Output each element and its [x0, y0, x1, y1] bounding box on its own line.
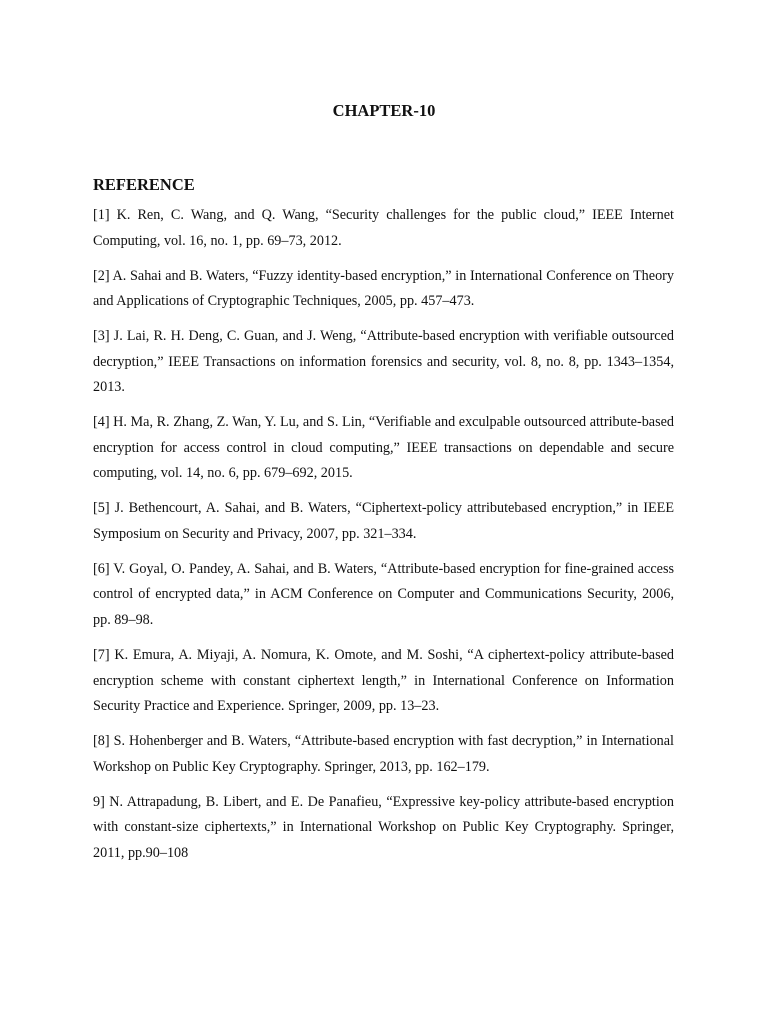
chapter-title: CHAPTER-10 [332, 101, 436, 120]
reference-item: [2] A. Sahai and B. Waters, “Fuzzy identity-based encryption,” in International Conference on Theory and Applications of Cryptographic Techniques, 2005, pp. 457–473. [93, 267, 674, 310]
reference-item: [6] V. Goyal, O. Pandey, A. Sahai, and B. Waters, “Attribute-based encryption for fine-grained access control of encrypted data,” in ACM Conference on Computer and Communications Security, 2006, pp. 89–98. [93, 560, 674, 628]
reference-item: [4] H. Ma, R. Zhang, Z. Wan, Y. Lu, and S. Lin, “Verifiable and exculpable outsourced attribute-based encryption for access control in cloud computing,” IEEE transactions on dependable and secure computing, vol. 14, no. 6, pp. 679–692, 2015. [93, 414, 674, 482]
reference-item: [8] S. Hohenberger and B. Waters, “Attribute-based encryption with fast decryption,” in International Workshop on Public Key Cryptography. Springer, 2013, pp. 162–179. [93, 733, 674, 775]
reference-item: [1] K. Ren, C. Wang, and Q. Wang, “Security challenges for the public cloud,” IEEE Internet Computing, vol. 16, no. 1, pp. 69–73, 2012. [93, 207, 674, 249]
reference-item: [3] J. Lai, R. H. Deng, C. Guan, and J. Weng, “Attribute-based encryption with verifiable outsourced decryption,” IEEE Transactions on information forensics and security, vol. 8, no. 8, pp. 1343–1354, 2013. [93, 328, 674, 396]
reference-item: [7] K. Emura, A. Miyaji, A. Nomura, K. Omote, and M. Soshi, “A ciphertext-policy attribute-based encryption scheme with constant ciphertext length,” in International Conference on Information Security Practice and Experience. Springer, 2009, pp. 13–23. [93, 647, 674, 715]
reference-list [93, 203, 674, 876]
section-title: REFERENCE [93, 175, 195, 194]
reference-item: 9] N. Attrapadung, B. Libert, and E. De Panafieu, “Expressive key-policy attribute-based encryption with constant-size ciphertexts,” in International Workshop on Public Key Cryptography. Springer, 2011, pp.90–108 [93, 793, 674, 861]
reference-item: [5] J. Bethencourt, A. Sahai, and B. Waters, “Ciphertext-policy attributebased encryption,” in IEEE Symposium on Security and Privacy, 2007, pp. 321–334. [93, 500, 674, 542]
